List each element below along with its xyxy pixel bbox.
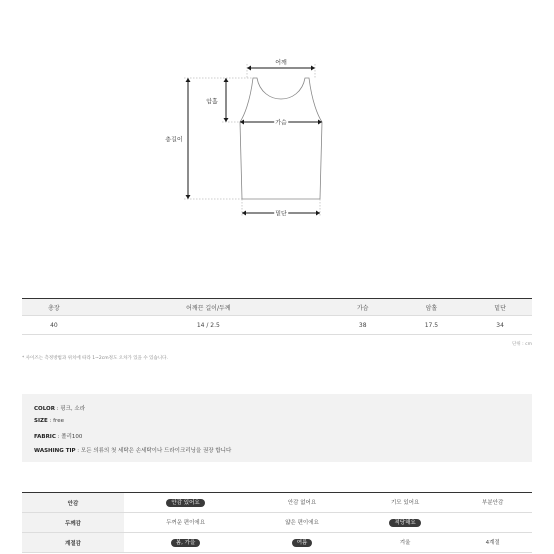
fabric-row: FABRIC : 폴리100 [34, 434, 83, 440]
thickness-option-thin: 얇은 편이에요 [285, 519, 319, 526]
washing-value: 모든 의류의 첫 세탁은 손세탁이나 드라이크리닝을 권장 합니다 [80, 448, 232, 454]
washing-key: WASHING TIP [34, 448, 76, 454]
unit-label: 단위 : cm [512, 342, 532, 347]
shoulder-label: 어깨 [275, 59, 287, 67]
thickness-option-moderate: 적당해요 [389, 519, 420, 527]
fabric-value: 폴리100 [61, 434, 83, 440]
table-cell: 40 [22, 316, 86, 335]
size-table [22, 298, 532, 335]
total-length-label: 총길이 [165, 136, 183, 144]
season-option-winter: 겨울 [399, 539, 411, 546]
header-cell: 가슴 [331, 299, 395, 316]
lining-option-no: 안감 없어요 [287, 499, 317, 506]
size-value: free [53, 418, 64, 424]
chest-label: 가슴 [275, 119, 287, 127]
thickness-option-thick: 두꺼운 편이에요 [166, 519, 206, 526]
armhole-label: 암홀 [206, 98, 218, 106]
size-table-header [22, 299, 532, 316]
season-option-summer: 여름 [292, 539, 313, 547]
table-cell: 34 [468, 316, 532, 335]
attribute-row-season [22, 533, 532, 553]
header-cell: 총장 [22, 299, 86, 316]
header-cell: 밑단 [468, 299, 532, 316]
tank-top-outline [240, 78, 322, 199]
lining-option-yes: 안감 있어요 [166, 499, 204, 507]
product-info-box [22, 394, 532, 462]
hem-label: 밑단 [275, 210, 287, 218]
lining-option-brushed: 기모 있어요 [390, 499, 420, 506]
size-row: SIZE : free [34, 418, 64, 424]
fabric-key: FABRIC [34, 434, 56, 440]
attributes-table [22, 492, 532, 553]
attribute-label: 계절감 [22, 533, 124, 553]
size-note: * 사이즈는 측정방법과 위치에 따라 1~2cm정도 오차가 있을 수 있습니다. [22, 356, 168, 361]
attribute-label: 안감 [22, 493, 124, 513]
header-cell: 어깨끈 길이/두께 [86, 299, 331, 316]
table-row [22, 316, 532, 335]
attribute-row-thickness [22, 513, 532, 533]
table-cell: 17.5 [395, 316, 469, 335]
color-row: COLOR : 핑크, 소라 [34, 406, 86, 412]
table-cell: 38 [331, 316, 395, 335]
header-cell: 암홀 [395, 299, 469, 316]
color-value: 핑크, 소라 [60, 406, 86, 412]
season-option-spring-fall: 봄, 가을 [171, 539, 200, 547]
size-key: SIZE [34, 418, 48, 424]
attribute-label: 두께감 [22, 513, 124, 533]
lining-option-partial: 부분안감 [482, 499, 504, 506]
season-option-all: 4계절 [485, 539, 500, 546]
color-key: COLOR [34, 406, 55, 412]
washing-row: WASHING TIP : 모든 의류의 첫 세탁은 손세탁이나 드라이크리닝을 권장 합니다 [34, 448, 232, 454]
thickness-option-empty [488, 522, 498, 524]
attribute-row-lining [22, 493, 532, 513]
table-cell: 14 / 2.5 [86, 316, 331, 335]
